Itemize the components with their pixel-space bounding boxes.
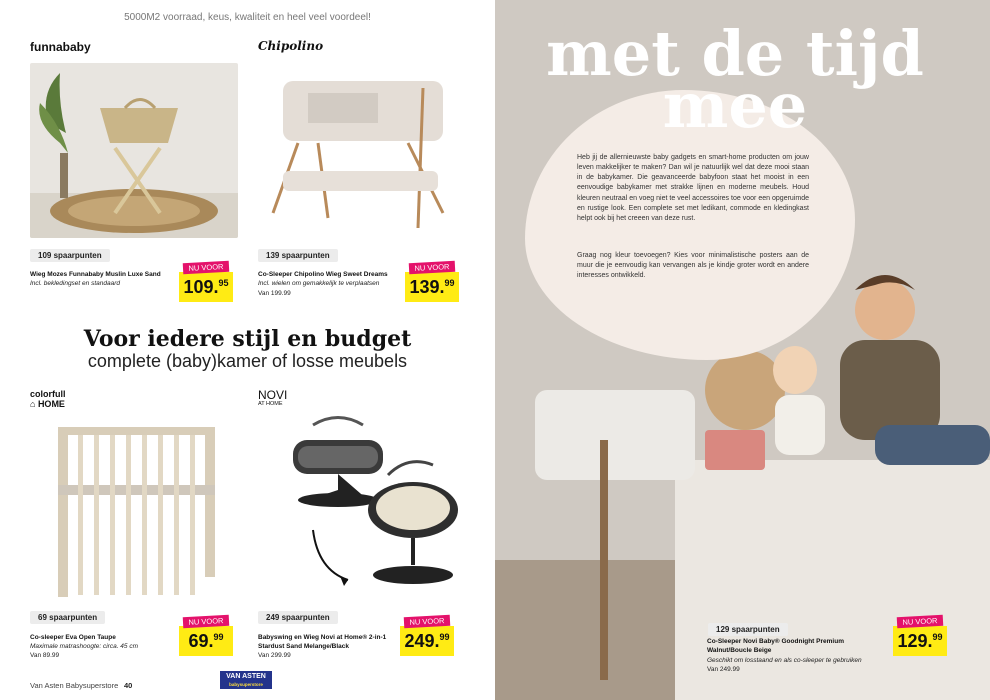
body-paragraph-1: Heb jij de allernieuwste baby gadgets en smart-home producten om jouw leven makkelijker te maken? Dan wil je natuurlijk wel dat deze mooi staan in de babykamer. Die geavanceerde babyfoon staat het mooist in een eenvoudige babykamer met strakke lijnen en moderne meubels. Houd kleuren neutraal en voeg niet te veel accessoires toe voor een opgeruimde en rustige look. Een complete set met ledikant, commode en kledingkast helpt ook bij het creeen van deze rust. xyxy=(577,154,809,222)
price-tag xyxy=(405,262,459,302)
product-image-chipolino[interactable] xyxy=(258,63,466,238)
brand-colorfull-home: colorfull ⌂ HOME xyxy=(30,389,66,409)
van-asten-logo: VAN ASTEN babysuperstore xyxy=(220,671,272,689)
price: 69.99 xyxy=(179,626,233,656)
page-title-line1: met de tijd xyxy=(546,17,924,90)
product-name[interactable]: Wieg Mozes Funnababy Muslin Luxe Sand xyxy=(30,271,161,278)
price: 129.99 xyxy=(893,626,947,656)
price-tag xyxy=(893,616,947,656)
product-name[interactable]: Co-sleeper Eva Open Taupe xyxy=(30,634,116,641)
price-tag xyxy=(400,616,454,656)
nu-voor-label: NU VOOR xyxy=(183,261,230,274)
subline: complete (baby)kamer of losse meubels xyxy=(87,351,408,371)
brand-chipolino: Chipolino xyxy=(258,39,324,53)
points-badge: 139 spaarpunten xyxy=(258,249,338,262)
home-icon: ⌂ HOME xyxy=(30,399,65,409)
price: 249.99 xyxy=(400,626,454,656)
crib-illustration xyxy=(30,415,238,600)
price-tag xyxy=(179,616,233,656)
nu-voor-label: NU VOOR xyxy=(183,615,230,628)
price: 139.99 xyxy=(405,272,459,302)
product-description: Incl. bekledingset en standaard xyxy=(30,280,120,287)
nu-voor-label: NU VOOR xyxy=(409,261,456,274)
original-price: Van 199.99 xyxy=(258,290,291,297)
page-number: 40 xyxy=(124,681,133,690)
tagline: 5000M2 voorraad, keus, kwaliteit en heel veel voordeel! xyxy=(124,12,371,23)
product-image-novi-swing[interactable] xyxy=(258,410,466,600)
headline: Voor iedere stijl en budget xyxy=(83,326,412,352)
product-name[interactable]: Babyswing en Wieg Novi at Home® 2-in-1 Stardust Sand Melange/Black xyxy=(258,634,387,650)
points-badge: 129 spaarpunten xyxy=(708,623,788,636)
original-price: Van 249.99 xyxy=(707,666,740,673)
price-tag xyxy=(179,262,233,302)
right-page xyxy=(495,0,990,700)
product-description: Geschikt om losstaand en als co-sleeper te gebruiken xyxy=(707,657,862,664)
brand-novi: NOVI AT HOME xyxy=(258,388,288,407)
body-paragraph-2: Graag nog kleur toevoegen? Kies voor minimalistische posters aan de muur die je eenvoudig kan vervangen als je kindje groter wordt en andere interesses ontwikkeld. xyxy=(577,252,809,280)
nu-voor-label: NU VOOR xyxy=(897,615,944,628)
product-description: Incl. wielen om gemakkelijk te verplaatsen xyxy=(258,280,380,287)
price: 109.95 xyxy=(179,272,233,302)
nu-voor-label: NU VOOR xyxy=(404,615,451,628)
points-badge: 109 spaarpunten xyxy=(30,249,110,262)
product-image-mozes[interactable] xyxy=(30,63,238,238)
baby-swing-illustration xyxy=(258,410,466,600)
product-name[interactable]: Co-Sleeper Novi Baby® Goodnight Premium Walnut/Boucle Beige xyxy=(707,638,844,654)
footer-store-name: Van Asten Babysuperstore xyxy=(30,681,119,690)
original-price: Van 89.99 xyxy=(30,652,60,659)
page-title-line2: mee xyxy=(662,69,808,142)
points-badge: 69 spaarpunten xyxy=(30,611,105,624)
original-price: Van 299.99 xyxy=(258,652,291,659)
product-name[interactable]: Co-Sleeper Chipolino Wieg Sweet Dreams xyxy=(258,271,388,278)
product-description: Maximale matrashoogte: circa. 45 cm xyxy=(30,643,139,650)
brand-funnababy: funnababy xyxy=(30,40,91,54)
points-badge: 249 spaarpunten xyxy=(258,611,338,624)
mozes-basket-illustration xyxy=(30,63,238,238)
co-sleeper-illustration xyxy=(258,63,466,238)
product-image-eva[interactable] xyxy=(30,415,238,600)
